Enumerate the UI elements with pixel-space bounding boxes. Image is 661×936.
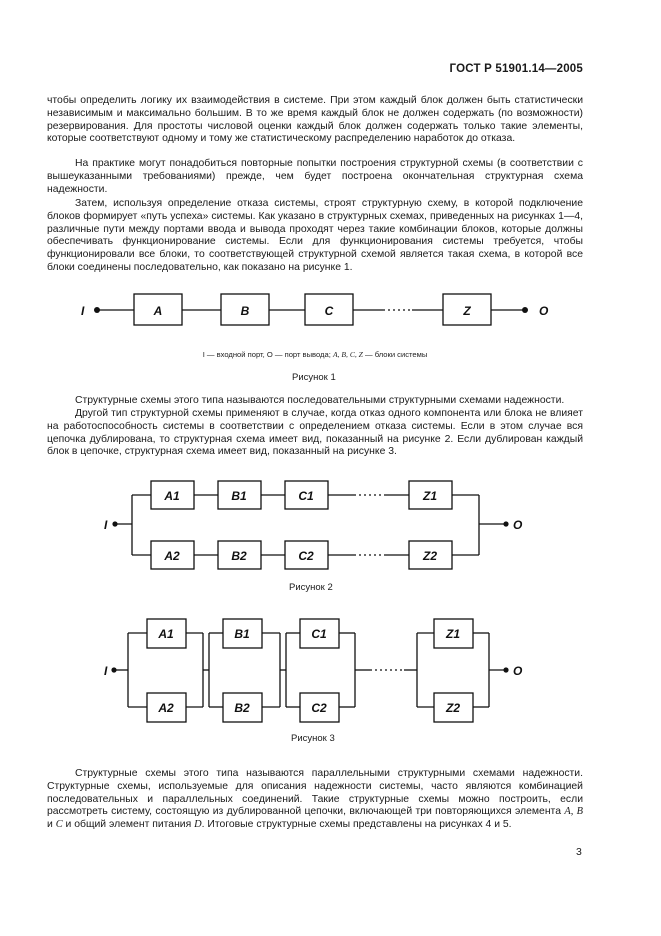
paragraph-3: Затем, используя определение отказа системы, строят структурную схему, в которой подключение блоков формирует «путь успеха» системы. Как указано в структурных схемах, приведенных на рисунках 1—4, различные пути между портами ввода и вывода проходят через такие комбинации блоков, которые должны обеспечивать функционирование системы. Если для функционирования системы требуется, чтобы функционировали все блоки, то соответствующей структурной схемой является такая схема, в которой все блоки соединены последовательно, как показано на рисунке 1. [47,198,583,273]
figure-1-legend-ports: I — входной порт, O — порт вывода; [202,350,331,359]
figure-2-input-label: I [104,518,108,532]
var-c: C [55,819,63,831]
figure-3-block-b2: B2 [234,701,250,715]
document-header: ГОСТ Р 51901.14—2005 [449,63,583,75]
figure-1-legend [47,350,583,359]
figure-1-legend-blocks: — блоки системы [365,350,428,359]
figure-1-block-a: A [153,304,163,318]
figure-1-block-b: B [240,304,250,318]
figure-2-block-c2: C2 [298,549,314,563]
figure-2-block-a1: A1 [164,489,180,503]
paragraph-6-mid: и общий элемент питания [65,819,192,831]
paragraph-4: Структурные схемы этого типа называются последовательными структурными схемами надежности. [75,395,565,406]
figure-2-output-label: O [513,518,523,532]
figure-1-diagram [0,290,661,330]
figure-2-block-a2: A2 [164,549,180,563]
figure-1-caption: Рисунок 1 [292,372,336,383]
var-a: A, [564,806,574,818]
figure-1-output-label: O [539,304,549,318]
paragraph-6-text: Структурные схемы этого типа называются параллельными структурными схемами надежности. Структурные схемы, используемые для описания надежности системы, часто являются комбинацией последовательных и параллельных соединений. Такие структурные схемы можно построить, если рассмотреть систему, состоящую из дублированной цепочки, включающей три повторяющихся элемента [47,768,583,818]
figure-3-block-c2: C2 [311,701,327,715]
figure-3-block-c1: C1 [311,627,327,641]
paragraph-5: Другой тип структурной схемы применяют в случае, когда отказ одного компонента или блока не влияет на работоспособность системы в соответствии с определением отказа системы. Если в этом случае вся цепочка дублирована, то структурная схема имеет вид, показанный на рисунке 2. Если дублирован каждый блок в цепочке, структурная схема имеет вид, показанный на рисунке 3. [47,408,583,458]
figure-2-diagram [0,475,661,575]
figure-3-output-label: O [513,664,523,678]
paragraph-6 [47,768,583,832]
figure-2-block-c1: C1 [298,489,314,503]
paragraph-6-and: и [47,819,53,831]
figure-2-block-b1: B1 [231,489,247,503]
figure-1-legend-vars: A, B, C, Z [332,350,363,359]
var-b: B [576,806,584,818]
paragraph-6-end: . Итоговые структурные схемы представлены на рисунках 4 и 5. [201,819,512,831]
figure-2-caption: Рисунок 2 [289,582,333,593]
figure-3-block-a1: A1 [158,627,174,641]
figure-1-block-z: Z [463,304,471,318]
figure-3-diagram [0,612,661,727]
figure-2-block-z1: Z1 [422,489,438,503]
paragraph-2: На практике могут понадобиться повторные попытки построения структурной схемы (в соответствии с вышеуказанными требованиями) прежде, чем будет построена окончательная структурная схема надежности. [47,158,583,195]
figure-1-block-c: C [324,304,334,318]
figure-1-input-label: I [81,304,85,318]
figure-3-block-z1: Z1 [445,627,461,641]
figure-3-block-a2: A2 [158,701,174,715]
figure-3-input-label: I [104,664,108,678]
figure-3-block-b1: B1 [234,627,250,641]
figure-3-caption: Рисунок 3 [291,733,335,744]
paragraph-1: чтобы определить логику их взаимодействия в системе. При этом каждый блок должен быть статистически независимым и максимально большим. В то же время каждый блок не должен содержать (по возможности) резервирования. Для простоты числовой оценки каждый блок должен содержать только такие элементы, которые соответствуют одному и тому же статистическому распределению наработок до отказа. [47,95,583,145]
figure-3-block-z2: Z2 [445,701,461,715]
page-number: 3 [576,846,582,858]
var-d: D [194,819,202,831]
figure-2-block-b2: B2 [231,549,247,563]
figure-2-block-z2: Z2 [422,549,438,563]
